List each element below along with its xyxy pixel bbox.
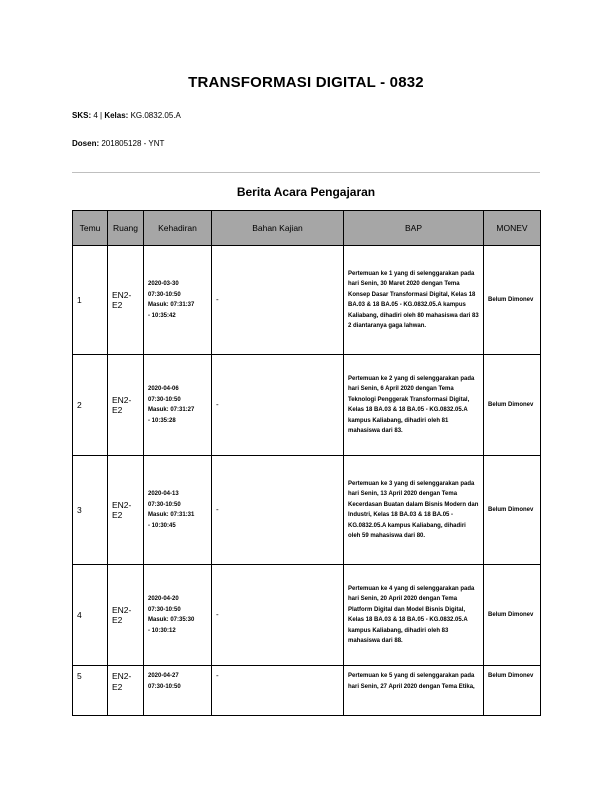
kehadiran-time: 07:30-10:50 <box>148 501 181 508</box>
kehadiran-date: 2020-04-13 <box>148 491 179 497</box>
cell-ruang: EN2-E2 <box>108 355 144 456</box>
header-bap: BAP <box>344 211 484 246</box>
table-header-row <box>73 211 541 246</box>
kelas-value: KG.0832.05.A <box>128 111 181 120</box>
kehadiran-date: 2020-04-27 <box>148 673 179 679</box>
cell-temu: 4 <box>73 565 108 666</box>
cell-kehadiran <box>144 456 212 565</box>
kehadiran-time: 07:30-10:50 <box>148 683 181 690</box>
header-ruang: Ruang <box>108 211 144 246</box>
dosen-value: 201805128 - YNT <box>99 139 165 148</box>
header-temu: Temu <box>73 211 108 246</box>
kehadiran-date: 2020-03-30 <box>148 281 179 287</box>
table-row <box>73 355 541 456</box>
cell-bahan-kajian: - <box>212 246 344 355</box>
kehadiran-masuk: Masuk: 07:31:31 <box>148 512 195 518</box>
sks-value: 4 | <box>91 111 105 120</box>
kehadiran-date: 2020-04-20 <box>148 596 179 602</box>
cell-bap: Pertemuan ke 1 yang di selenggarakan pada hari Senin, 30 Maret 2020 dengan Tema Konsep Dasar Transformasi Digital, Kelas 18 BA.03 & 18 BA.05 - KG.0832.05.A kampus Kaliabang, dihadiri oleh 80 mahasiswa dari 83 2 diantaranya gaga lahwan. <box>344 246 484 355</box>
cell-ruang: EN2-E2 <box>108 246 144 355</box>
kehadiran-keluar: - 10:30:12 <box>148 627 176 634</box>
dosen-label: Dosen: <box>72 139 100 148</box>
cell-ruang: EN2-E2 <box>108 666 144 716</box>
cell-ruang: EN2-E2 <box>108 565 144 666</box>
section-divider <box>72 172 540 173</box>
kehadiran-time: 07:30-10:50 <box>148 291 181 298</box>
cell-ruang: EN2-E2 <box>108 456 144 565</box>
cell-kehadiran <box>144 666 212 716</box>
cell-monev: Belum Dimonev <box>484 246 541 355</box>
cell-temu: 1 <box>73 246 108 355</box>
kehadiran-masuk: Masuk: 07:31:37 <box>148 302 195 308</box>
teaching-record-table <box>72 210 541 716</box>
cell-bahan-kajian: - <box>212 456 344 565</box>
cell-bahan-kajian: - <box>212 355 344 456</box>
cell-bap: Pertemuan ke 2 yang di selenggarakan pada hari Senin, 6 April 2020 dengan Tema Teknologi Penggerak Transformasi Digital, Kelas 18 BA.03 & 18 BA.05 - KG.0832.05.A kampus Kaliabang, dihadiri oleh 81 mahasiswa dari 83. <box>344 355 484 456</box>
cell-temu: 2 <box>73 355 108 456</box>
kehadiran-keluar: - 10:35:42 <box>148 312 176 319</box>
table-row <box>73 246 541 355</box>
section-title: Berita Acara Pengajaran <box>236 185 376 199</box>
kehadiran-time: 07:30-10:50 <box>148 606 181 613</box>
cell-bap: Pertemuan ke 3 yang di selenggarakan pada hari Senin, 13 April 2020 dengan Tema Kecerdasan Buatan dalam Bisnis Modern dan Industri, Kelas 18 BA.03 & 18 BA.05 - KG.0832.05.A kampus Kaliabang, dihadiri oleh 59 mahasiswa dari 80. <box>344 456 484 565</box>
page-title: TRANSFORMASI DIGITAL - 0832 <box>188 74 424 91</box>
kehadiran-masuk: Masuk: 07:35:30 <box>148 617 195 623</box>
cell-kehadiran <box>144 355 212 456</box>
kehadiran-keluar: - 10:30:45 <box>148 522 176 529</box>
table-row <box>73 666 541 716</box>
kelas-label: Kelas: <box>104 111 129 120</box>
header-bahan-kajian: Bahan Kajian <box>212 211 344 246</box>
kehadiran-time: 07:30-10:50 <box>148 396 181 403</box>
table-row <box>73 456 541 565</box>
sks-label: SKS: <box>72 111 92 120</box>
cell-monev: Belum Dimonev <box>484 565 541 666</box>
kehadiran-keluar: - 10:35:28 <box>148 417 176 424</box>
cell-temu: 3 <box>73 456 108 565</box>
cell-monev: Belum Dimonev <box>484 355 541 456</box>
table-row <box>73 565 541 666</box>
cell-temu: 5 <box>73 666 108 716</box>
cell-bap: Pertemuan ke 4 yang di selenggarakan pada hari Senin, 20 April 2020 dengan Tema Platform Digital dan Model Bisnis Digital, Kelas 18 BA.03 & 18 BA.05 - KG.0832.05.A kampus Kaliabang, dihadiri oleh 83 mahasiswa dari 88. <box>344 565 484 666</box>
cell-monev: Belum Dimonev <box>484 666 541 716</box>
cell-bahan-kajian: - <box>212 666 344 716</box>
header-kehadiran: Kehadiran <box>144 211 212 246</box>
header-monev: MONEV <box>484 211 541 246</box>
kehadiran-masuk: Masuk: 07:31:27 <box>148 407 195 413</box>
kehadiran-date: 2020-04-06 <box>148 386 179 392</box>
lecturer-info-line <box>72 139 164 148</box>
cell-bap: Pertemuan ke 5 yang di selenggarakan pada hari Senin, 27 April 2020 dengan Tema Etika, <box>344 666 484 716</box>
cell-kehadiran <box>144 246 212 355</box>
cell-kehadiran <box>144 565 212 666</box>
cell-monev: Belum Dimonev <box>484 456 541 565</box>
course-info-line <box>72 111 181 120</box>
cell-bahan-kajian: - <box>212 565 344 666</box>
